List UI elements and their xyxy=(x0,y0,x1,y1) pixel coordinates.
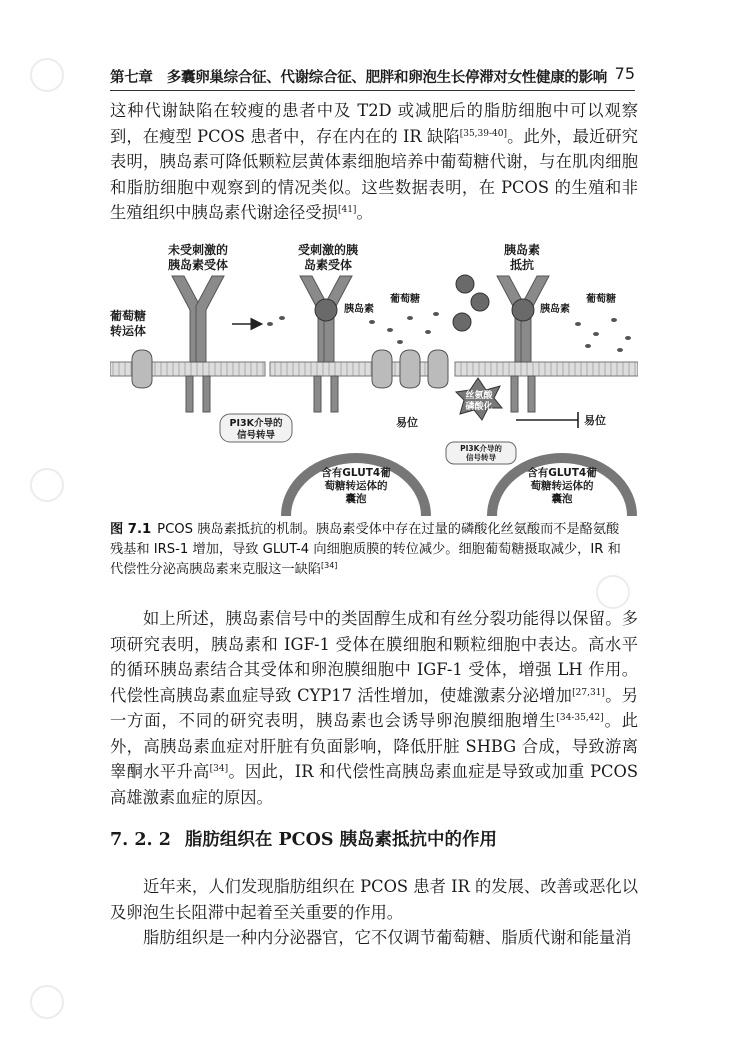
insulin-receptor-icon xyxy=(497,276,549,412)
citation: [41] xyxy=(337,205,357,215)
vesicle-label: 萄糖转运体的 xyxy=(530,480,594,492)
pi3k-label: PI3K介导的 xyxy=(460,444,502,453)
insulin-label: 胰岛素 xyxy=(540,304,570,315)
insulin-molecule-icon xyxy=(453,313,471,331)
insulin-molecule-icon xyxy=(315,299,337,321)
citation: [34] xyxy=(209,764,229,774)
section-heading xyxy=(110,826,497,851)
paragraph-1: 这种代谢缺陷在较瘦的患者中及 T2D 或减肥后的脂肪细胞中可以观察到，在瘦型 PCOS 患者中，存在内在的 IR 缺陷[35,39-40]。此外，最近研究表明，胰岛素可降低颗粒层黄体素细胞培养中葡萄糖代谢，与在肌肉细胞和脂肪细胞中观察到的情况类似。这些数据表明，在 PCOS 的生殖和非生殖组织中胰岛素代谢途径受损[41]。 xyxy=(110,101,638,222)
insulin-label: 胰岛素 xyxy=(344,304,374,315)
cell-membrane xyxy=(455,362,638,376)
vesicle-label: 囊泡 xyxy=(551,493,573,505)
glucose-label: 葡萄糖 xyxy=(586,294,616,305)
section-title: 脂肪组织在 PCOS 胰岛素抵抗中的作用 xyxy=(184,830,498,850)
glucose-transporter-icon xyxy=(132,350,152,388)
watermark-seal xyxy=(596,575,630,609)
insulin-molecule-icon xyxy=(456,275,474,293)
insulin-receptor-icon xyxy=(172,276,224,412)
translocation-label: 易位 xyxy=(396,416,418,429)
watermark-seal xyxy=(30,58,64,92)
serine-label: 丝氨酸 xyxy=(465,391,493,401)
insulin-molecule-icon xyxy=(512,299,534,321)
section-number: 7. 2. 2 xyxy=(110,830,171,850)
glucose-transporter-icon xyxy=(372,350,448,388)
paragraph-2: 如上所述，胰岛素信号中的类固醇生成和有丝分裂功能得以保留。多项研究表明，胰岛素和 IGF-1 受体在膜细胞和颗粒细胞中表达。高水平的循环胰岛素结合其受体和卵泡膜细胞中 IGF-1 受体，增强 LH 作用。代偿性高胰岛素血症导致 CYP17 活性增加，使雄激素分泌增加[27,31]。另一方面，不同的研究表明，胰岛素也会诱导卵泡膜细胞增生[34-35,42]。此外，高胰岛素血症对肝脏有负面影响，降低肝脏 SHBG 合成，导致游离睾酮水平升高[34]。因此，IR 和代偿性高胰岛素血症是导致或加重 PCOS 高雄激素血症的原因。 xyxy=(110,609,638,807)
running-header xyxy=(110,64,635,91)
pi3k-label: PI3K介导的 xyxy=(229,418,283,429)
citation: [34] xyxy=(321,561,338,570)
vesicle-label: 萄糖转运体的 xyxy=(324,480,388,492)
serine-label: 磷酸化 xyxy=(465,402,493,412)
pi3k-label: 信号转导 xyxy=(466,453,496,462)
figure-insulin-resistance xyxy=(110,238,638,518)
panel2-label: 岛素受体 xyxy=(303,258,353,272)
glut-label: 葡萄糖 xyxy=(110,309,147,323)
watermark-seal xyxy=(30,985,64,1019)
pi3k-label: 信号转导 xyxy=(236,430,276,441)
glut-label: 转运体 xyxy=(110,324,147,338)
insulin-receptor-icon xyxy=(300,276,352,412)
panel1-label: 胰岛素受体 xyxy=(167,258,229,272)
vesicle-label: 含有GLUT4葡 xyxy=(321,467,391,479)
citation: [27,31] xyxy=(572,687,605,698)
insulin-molecule-icon xyxy=(471,293,489,311)
panel3-label: 胰岛素 xyxy=(503,243,541,257)
panel2-label: 受刺激的胰 xyxy=(297,243,359,257)
page-number: 75 xyxy=(614,64,635,83)
panel1-label: 未受刺激的 xyxy=(167,243,229,257)
chapter-title: 第七章 多囊卵巢综合征、代谢综合征、肥胖和卵泡生长停滞对女性健康的影响 xyxy=(110,70,607,86)
citation: [34-35,42] xyxy=(556,713,604,723)
mechanism-diagram xyxy=(110,238,638,518)
paragraph-4: 脂肪组织是一种内分泌器官，它不仅调节葡萄糖、脂质代谢和能量消 xyxy=(143,928,632,947)
paragraph-3: 近年来，人们发现脂肪组织在 PCOS 患者 IR 的发展、改善或恶化以及卵泡生长阻滞中起着至关重要的作用。 xyxy=(110,877,638,922)
citation: [35,39-40] xyxy=(459,128,507,139)
glucose-label: 葡萄糖 xyxy=(390,294,420,305)
watermark-seal xyxy=(30,468,64,502)
vesicle-label: 囊泡 xyxy=(345,493,367,505)
vesicle-label: 含有GLUT4葡 xyxy=(527,467,597,479)
figure-number: 图 7.1 xyxy=(110,522,152,537)
panel3-label: 抵抗 xyxy=(509,258,535,272)
figure-caption: 图 7.1 PCOS 胰岛素抵抗的机制。胰岛素受体中存在过量的磷酸化丝氨酸而不是酪氨酸残基和 IRS-1 增加，导致 GLUT-4 向细胞质膜的转位减少。细胞葡萄糖摄取减少，IR 和代偿性分泌高胰岛素来克服这一缺陷[34] xyxy=(110,522,621,577)
translocation-label: 易位 xyxy=(584,414,606,427)
